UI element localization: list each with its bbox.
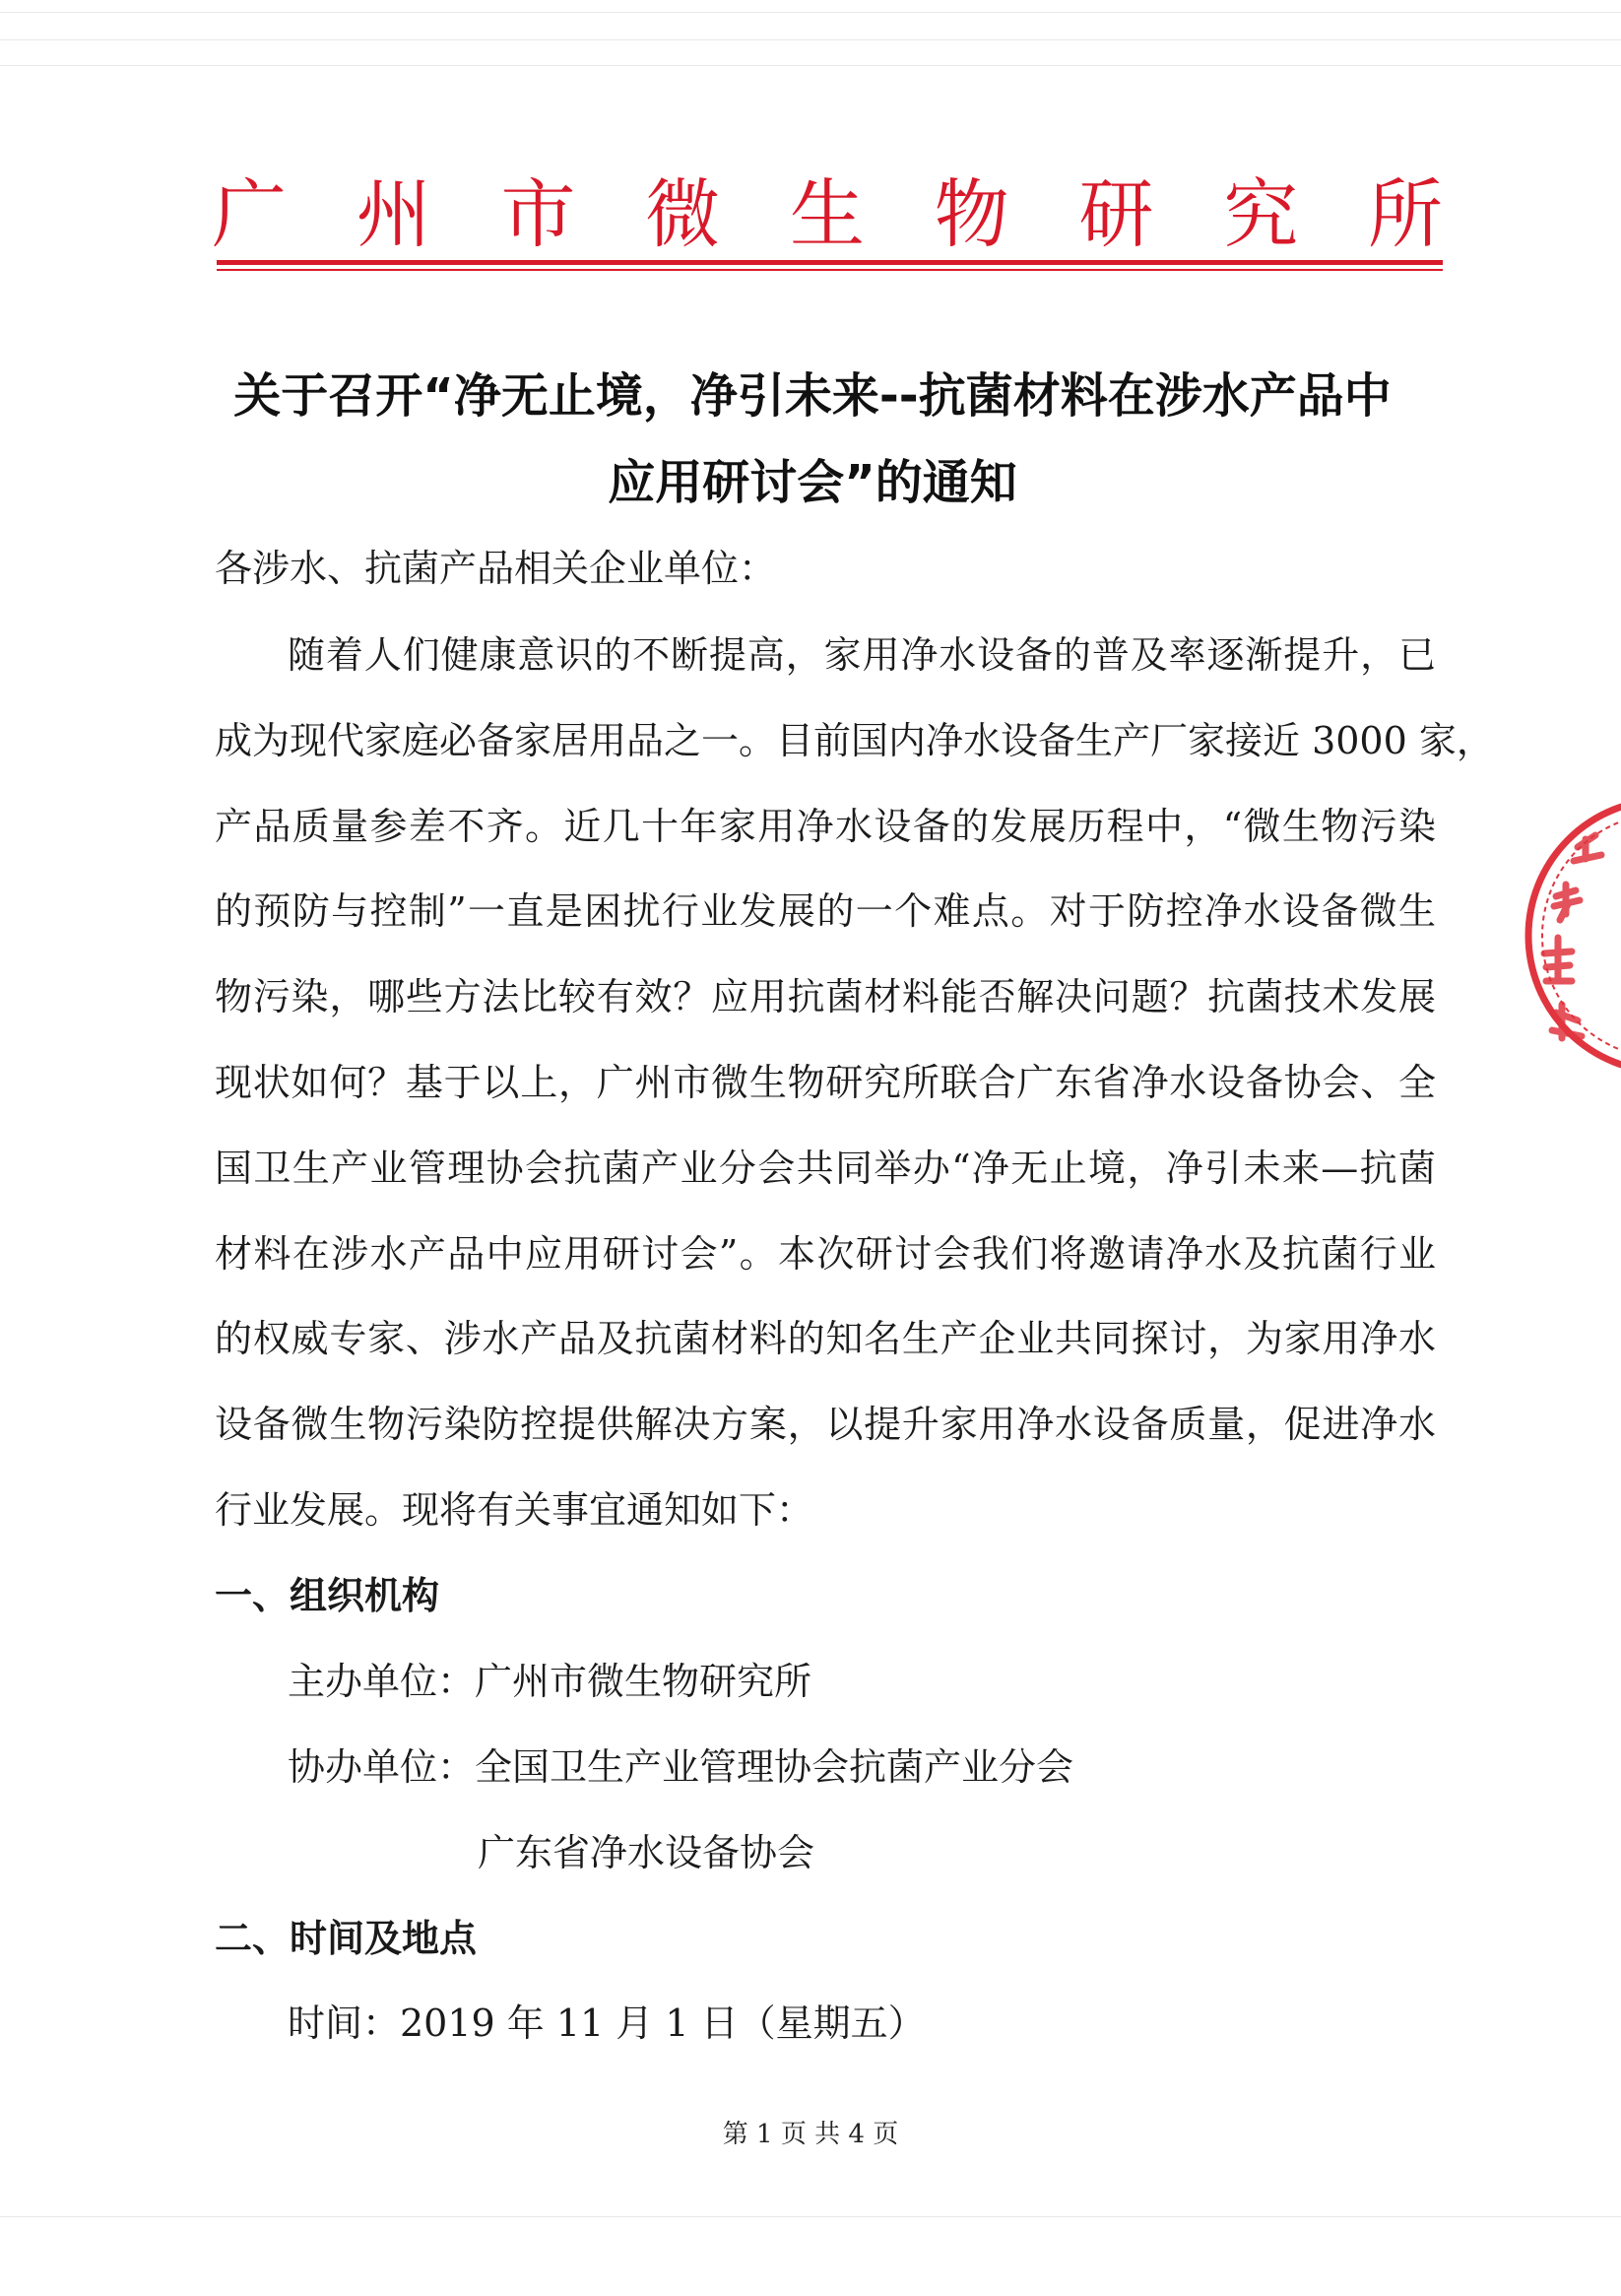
paragraph-line: 成为现代家庭必备家居用品之一。目前国内净水设备生产厂家接近 3000 家， bbox=[215, 719, 1494, 762]
scan-line bbox=[0, 65, 1621, 66]
document-title-line-2: 应用研讨会”的通知 bbox=[608, 455, 1017, 510]
paragraph-line: 行业发展。现将有关事宜通知如下： bbox=[215, 1488, 814, 1532]
scan-line bbox=[0, 12, 1621, 13]
paragraph-line: 的权威专家、涉水产品及抗菌材料的知名生产企业共同探讨，为家用净水 bbox=[215, 1317, 1436, 1360]
paragraph-line: 物污染，哪些方法比较有效？应用抗菌材料能否解决问题？抗菌技术发展 bbox=[215, 975, 1436, 1018]
event-time: 时间：2019 年 11 月 1 日（星期五） bbox=[288, 2001, 926, 2045]
paragraph-line: 现状如何？基于以上，广州市微生物研究所联合广东省净水设备协会、全 bbox=[215, 1061, 1436, 1104]
letterhead bbox=[212, 165, 1443, 264]
letterhead-char: 州 bbox=[356, 170, 431, 258]
paragraph-line: 随着人们健康意识的不断提高，家用净水设备的普及率逐渐提升，已 bbox=[288, 633, 1436, 677]
letterhead-char: 微 bbox=[645, 170, 721, 258]
paragraph-line: 国卫生产业管理协会抗菌产业分会共同举办“净无止境，净引未来—抗菌 bbox=[215, 1147, 1436, 1190]
page-number: 第 1 页 共 4 页 bbox=[722, 2120, 899, 2149]
official-seal-icon bbox=[1517, 788, 1621, 1083]
salutation: 各涉水、抗菌产品相关企业单位： bbox=[215, 547, 777, 590]
section-heading-organization: 一、组织机构 bbox=[215, 1574, 440, 1617]
letterhead-char: 物 bbox=[934, 170, 1009, 258]
letterhead-rule-thin bbox=[217, 269, 1443, 271]
document-title-line-1: 关于召开“净无止境，净引未来--抗菌材料在涉水产品中 bbox=[233, 368, 1392, 424]
host-organizer: 主办单位：广州市微生物研究所 bbox=[288, 1660, 812, 1703]
co-organizer: 协办单位：全国卫生产业管理协会抗菌产业分会 bbox=[288, 1745, 1074, 1789]
paragraph-line: 材料在涉水产品中应用研讨会”。本次研讨会我们将邀请净水及抗菌行业 bbox=[215, 1232, 1436, 1276]
letterhead-rule-thick bbox=[217, 260, 1443, 265]
letterhead-char: 所 bbox=[1368, 170, 1443, 258]
letterhead-char: 生 bbox=[790, 170, 865, 258]
scan-line bbox=[0, 39, 1621, 40]
letterhead-char: 究 bbox=[1223, 170, 1299, 258]
letterhead-char: 广 bbox=[212, 170, 287, 258]
letterhead-char: 研 bbox=[1078, 170, 1154, 258]
paragraph-line: 产品质量参差不齐。近几十年家用净水设备的发展历程中，“微生物污染 bbox=[215, 805, 1436, 848]
co-organizer-2: 广东省净水设备协会 bbox=[478, 1831, 815, 1874]
section-heading-time-place: 二、时间及地点 bbox=[215, 1917, 478, 1960]
letterhead-char: 市 bbox=[500, 170, 576, 258]
paragraph-line: 设备微生物污染防控提供解决方案，以提升家用净水设备质量，促进净水 bbox=[215, 1403, 1436, 1446]
scan-line bbox=[0, 2216, 1621, 2217]
paragraph-line: 的预防与控制”一直是困扰行业发展的一个难点。对于防控净水设备微生 bbox=[215, 889, 1436, 933]
